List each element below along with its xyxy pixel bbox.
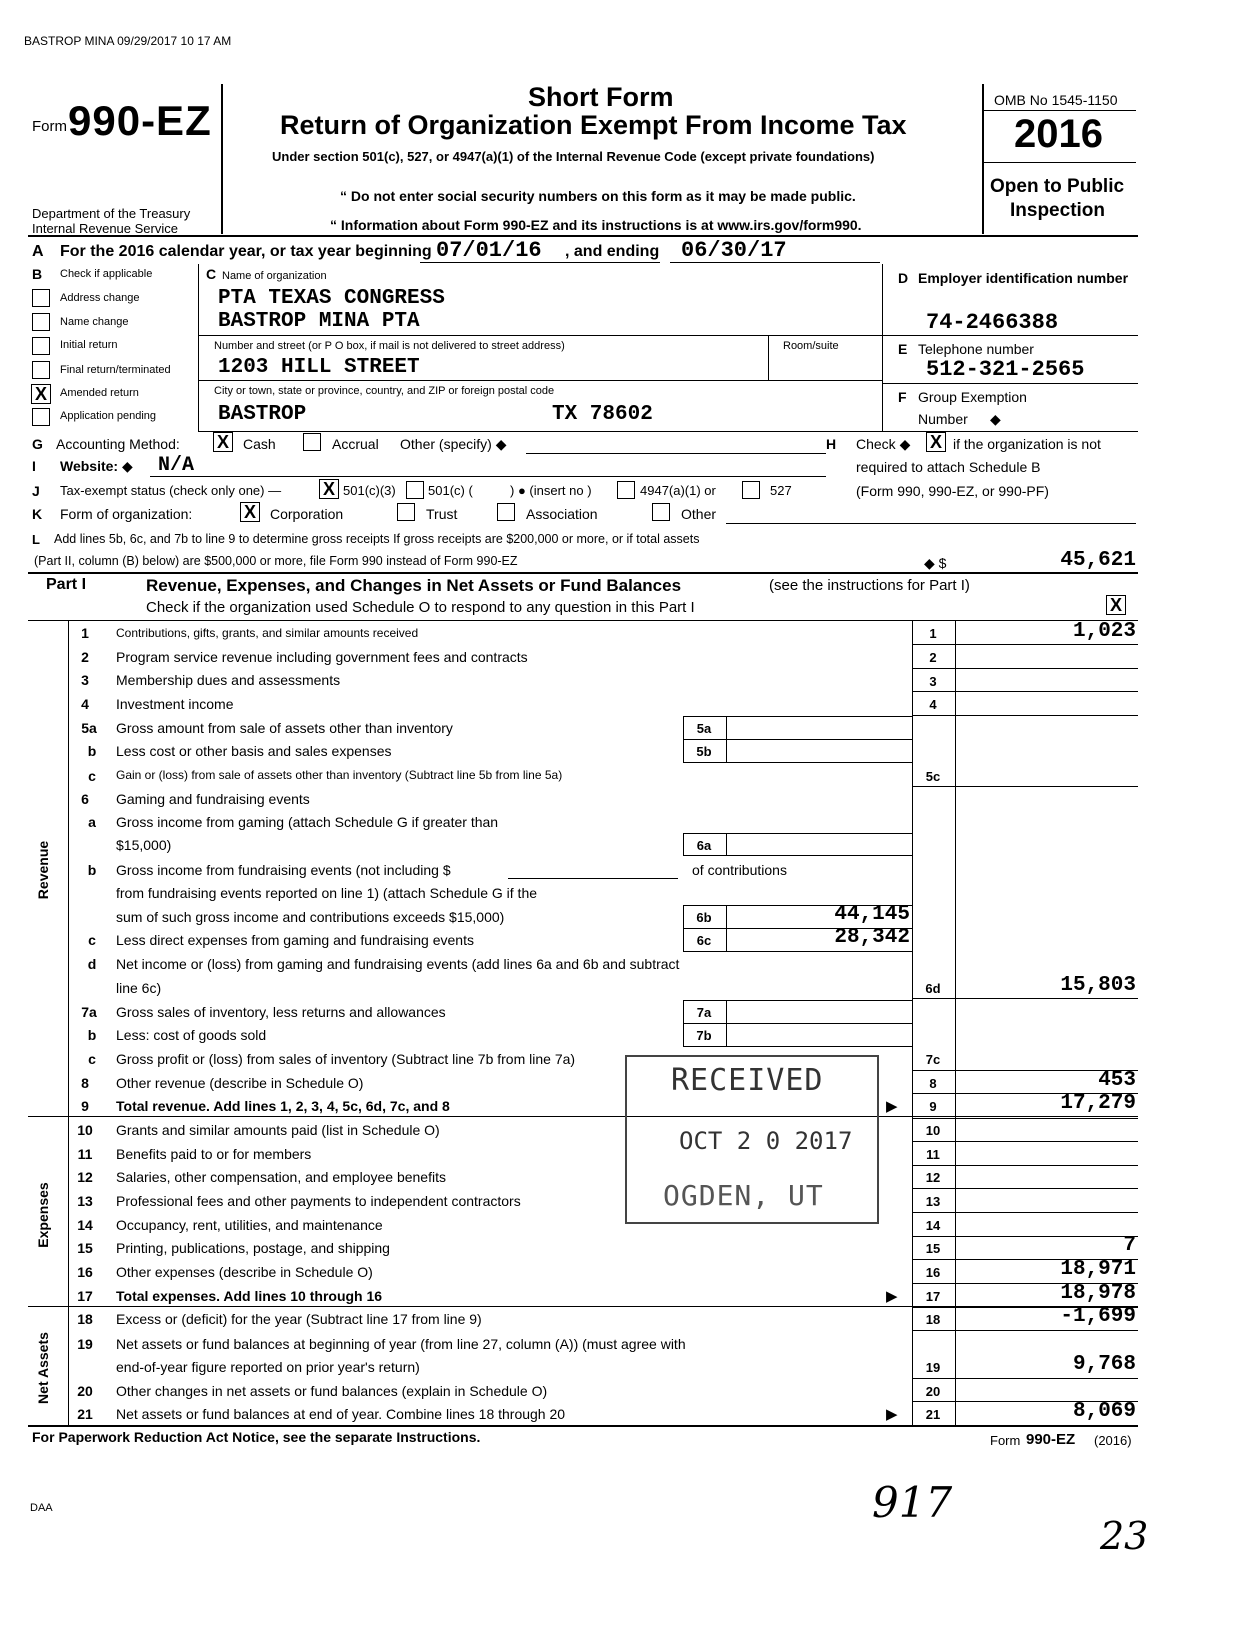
name-change-checkbox[interactable] xyxy=(32,313,50,331)
line-number: 6 xyxy=(81,791,89,807)
line-box-number: 14 xyxy=(925,1218,941,1233)
daa-label: DAA xyxy=(30,1502,53,1514)
amended-return-checkbox[interactable]: X xyxy=(31,384,51,404)
line-box-number: 10 xyxy=(925,1123,941,1138)
gross-receipts-amount[interactable]: 45,621 xyxy=(1060,549,1136,572)
line-5c-label: Gain or (loss) from sale of assets other than inventory (Subtract line 5b from line 5a) xyxy=(116,768,563,782)
line-6-label: Gaming and fundraising events xyxy=(116,791,310,807)
line-6d-label: Net income or (loss) from gaming and fundraising events (add lines 6a and 6b and subtract xyxy=(116,956,680,972)
tax-exempt-status-label: Tax-exempt status (check only one) — xyxy=(60,483,282,498)
line-number: 3 xyxy=(81,672,89,688)
line-number: 15 xyxy=(77,1240,93,1256)
line-number: b xyxy=(87,743,97,759)
line-11-label: Benefits paid to or for members xyxy=(116,1146,312,1162)
ein-value[interactable]: 74-2466388 xyxy=(926,310,1059,335)
org-name-line2[interactable]: BASTROP MINA PTA xyxy=(218,310,420,333)
line-number: 17 xyxy=(77,1288,93,1304)
street-address[interactable]: 1203 HILL STREET xyxy=(218,356,420,379)
line-6c-amount[interactable]: 28,342 xyxy=(834,926,910,949)
trust-checkbox[interactable] xyxy=(397,503,415,521)
line-5a-label: Gross amount from sale of assets other than inventory xyxy=(116,720,453,736)
line-number: 14 xyxy=(77,1217,93,1233)
line-7b-label: Less: cost of goods sold xyxy=(116,1027,267,1043)
line-number: 7a xyxy=(81,1004,97,1020)
line-2-label: Program service revenue including government fees and contracts xyxy=(116,649,528,665)
line-12-label: Salaries, other compensation, and employee benefits xyxy=(116,1169,446,1185)
arrow-icon: ▶ xyxy=(886,1406,898,1423)
line-3-label: Membership dues and assessments xyxy=(116,672,341,688)
line-box-number: 3 xyxy=(929,674,937,689)
paperwork-notice: For Paperwork Reduction Act Notice, see the separate Instructions. xyxy=(32,1429,481,1445)
line-number: 16 xyxy=(77,1264,93,1280)
phone-title: Telephone number xyxy=(918,341,1034,357)
4947-checkbox[interactable] xyxy=(617,481,635,499)
city-label: City or town, state or province, country, and ZIP or foreign postal code xyxy=(214,385,555,397)
line-number: 13 xyxy=(77,1193,93,1209)
line-number: 10 xyxy=(77,1122,93,1138)
dept-irs: Internal Revenue Service xyxy=(32,221,178,236)
line-19-label: Net assets or fund balances at beginning of year (from line 27, column (A)) (must agree with xyxy=(116,1336,686,1352)
line-box-number: 7c xyxy=(925,1052,941,1067)
page-title: Return of Organization Exempt From Income Tax xyxy=(280,110,907,140)
amended-return-label: Amended return xyxy=(60,387,139,399)
cash-checkbox[interactable]: X xyxy=(213,432,233,452)
line-number: d xyxy=(87,956,97,972)
revenue-side-label: Revenue xyxy=(35,840,51,900)
org-name-line1[interactable]: PTA TEXAS CONGRESS xyxy=(218,287,445,310)
line-l-text1: Add lines 5b, 6c, and 7b to line 9 to determine gross receipts If gross receipts are $200,000 or more, or if total assets xyxy=(54,532,700,546)
line-7a-label: Gross sales of inventory, less returns and allowances xyxy=(116,1004,446,1020)
inner-box-number: 5b xyxy=(696,744,712,759)
line-number: 2 xyxy=(81,649,89,665)
line-number: 4 xyxy=(81,696,89,712)
line-box-number: 20 xyxy=(925,1384,941,1399)
line-number: 19 xyxy=(77,1336,93,1352)
line-h-check-text: Check ◆ xyxy=(856,436,911,452)
dept-treasury: Department of the Treasury xyxy=(32,206,191,221)
received-stamp-date: OCT 2 0 2017 xyxy=(679,1127,853,1155)
line-number: b xyxy=(87,862,97,878)
opt-527: 527 xyxy=(770,483,792,498)
part1-label: Part I xyxy=(46,576,87,593)
notice-info: “ Information about Form 990-EZ and its instructions is at www.irs.gov/form990. xyxy=(330,217,862,233)
inner-box-number: 7b xyxy=(696,1028,712,1043)
line-box-number: 6d xyxy=(925,981,941,996)
line-g-label: G xyxy=(32,436,43,452)
line-h-text2: if the organization is not xyxy=(953,436,1101,452)
line-i-label: I xyxy=(32,458,36,474)
line-6b-amount[interactable]: 44,145 xyxy=(834,903,910,926)
arrow-icon: ▶ xyxy=(886,1098,898,1115)
line-16-label: Other expenses (describe in Schedule O) xyxy=(116,1264,373,1280)
received-stamp-line3: OGDEN, UT xyxy=(663,1179,824,1212)
line-1-amount[interactable]: 1,023 xyxy=(1072,620,1136,643)
handwritten-note-917: 917 xyxy=(872,1478,953,1527)
section-e-label: E xyxy=(898,341,908,357)
line-box-number: 19 xyxy=(925,1360,941,1375)
notice-ssn: “ Do not enter social security numbers on this form as it may be made public. xyxy=(340,188,856,204)
line-h-text3: required to attach Schedule B xyxy=(856,459,1041,475)
open-public-1: Open to Public xyxy=(990,176,1125,197)
received-stamp xyxy=(625,1055,879,1224)
line-17-amount[interactable]: 18,978 xyxy=(1060,1282,1136,1305)
line-number: 11 xyxy=(77,1146,93,1162)
final-return-checkbox[interactable] xyxy=(32,361,50,379)
line-21-label: Net assets or fund balances at end of year. Combine lines 18 through 20 xyxy=(116,1406,566,1422)
opt-insert-no: ) ● (insert no ) xyxy=(510,483,592,498)
org-name-label: Name of organization xyxy=(222,270,327,282)
footer-form-number: 990-EZ xyxy=(1026,1431,1076,1448)
line-number: 21 xyxy=(77,1406,93,1422)
line-box-number: 12 xyxy=(925,1170,941,1185)
line-19-amount[interactable]: 9,768 xyxy=(1072,1353,1136,1376)
open-public-2: Inspection xyxy=(1010,200,1106,221)
corporation-checkbox[interactable]: X xyxy=(240,502,260,522)
line-number: 12 xyxy=(77,1169,93,1185)
subtitle: Under section 501(c), 527, or 4947(a)(1) of the Internal Revenue Code (except private foundations) xyxy=(272,149,875,164)
section-d-label: D xyxy=(898,270,909,286)
part1-title-note: (see the instructions for Part I) xyxy=(769,577,970,594)
line-18-amount[interactable]: -1,699 xyxy=(1060,1305,1136,1328)
line-l-label: L xyxy=(32,532,40,547)
line-6d-amount[interactable]: 15,803 xyxy=(1060,974,1136,997)
section-c-label: C xyxy=(206,266,217,282)
line-box-number: 9 xyxy=(929,1099,937,1114)
schedule-o-checkbox[interactable]: X xyxy=(1106,595,1126,615)
line-a-ending: , and ending xyxy=(565,243,660,260)
inner-box-number: 7a xyxy=(696,1005,712,1020)
tax-year: 2016 xyxy=(1014,112,1103,156)
line-10-label: Grants and similar amounts paid (list in Schedule O) xyxy=(116,1122,440,1138)
line-number: 18 xyxy=(77,1311,93,1327)
line-number: c xyxy=(88,768,96,784)
line-box-number: 11 xyxy=(926,1147,940,1162)
line-number: c xyxy=(88,932,96,948)
footer-form-word: Form xyxy=(990,1433,1021,1448)
omb-number: OMB No 1545-1150 xyxy=(994,92,1118,108)
line-k-label: K xyxy=(32,506,43,522)
line-j-label: J xyxy=(32,483,40,499)
opt-501c3: 501(c)(3) xyxy=(343,483,396,498)
line-9-label: Total revenue. Add lines 1, 2, 3, 4, 5c, 6d, 7c, and 8 xyxy=(116,1098,450,1114)
state-zip[interactable]: TX 78602 xyxy=(552,403,653,426)
line-h-text4: (Form 990, 990-EZ, or 990-PF) xyxy=(856,483,1049,499)
inner-box-number: 6a xyxy=(696,838,712,853)
address-change-checkbox[interactable] xyxy=(32,289,50,307)
line-6d-label-cont: line 6c) xyxy=(116,980,162,996)
line-9-amount[interactable]: 17,279 xyxy=(1060,1092,1136,1115)
line-box-number: 21 xyxy=(925,1407,941,1422)
expenses-side-label: Expenses xyxy=(35,1182,51,1248)
street-label: Number and street (or P O box, if mail is not delivered to street address) xyxy=(214,340,565,352)
schedule-b-checkbox[interactable]: X xyxy=(926,432,946,452)
line-box-number: 4 xyxy=(929,697,937,712)
opt-501c: 501(c) ( xyxy=(428,483,473,498)
line-8-amount[interactable]: 453 xyxy=(1098,1069,1136,1092)
line-7c-label: Gross profit or (loss) from sales of inventory (Subtract line 7b from line 7a) xyxy=(116,1051,576,1067)
accounting-method-label: Accounting Method: xyxy=(56,436,180,452)
application-pending-checkbox[interactable] xyxy=(32,408,50,426)
line-8-label: Other revenue (describe in Schedule O) xyxy=(116,1075,364,1091)
line-18-label: Excess or (deficit) for the year (Subtract line 17 from line 9) xyxy=(116,1311,482,1327)
line-6b-of-contributions: of contributions xyxy=(692,862,787,878)
other-org-checkbox[interactable] xyxy=(652,503,670,521)
website-value[interactable]: N/A xyxy=(158,454,195,477)
room-suite-label: Room/suite xyxy=(783,340,839,352)
line-number: a xyxy=(88,814,96,830)
opt-4947: 4947(a)(1) or xyxy=(640,483,716,498)
line-15-amount[interactable]: 7 xyxy=(1123,1234,1136,1257)
line-box-number: 8 xyxy=(929,1076,937,1091)
handwritten-note-23: 23 xyxy=(1100,1514,1149,1558)
line-number: 1 xyxy=(81,625,89,641)
part1-title: Revenue, Expenses, and Changes in Net Assets or Fund Balances xyxy=(146,576,682,595)
phone-value[interactable]: 512-321-2565 xyxy=(926,357,1085,382)
line-6c-label: Less direct expenses from gaming and fundraising events xyxy=(116,932,474,948)
final-return-label: Final return/terminated xyxy=(60,364,171,376)
line-1-label: Contributions, gifts, grants, and similar amounts received xyxy=(116,626,419,640)
line-4-label: Investment income xyxy=(116,696,234,712)
arrow-icon: ▶ xyxy=(886,1288,898,1305)
527-checkbox[interactable] xyxy=(742,481,760,499)
trust-label: Trust xyxy=(426,506,458,522)
line-13-label: Professional fees and other payments to independent contractors xyxy=(116,1193,521,1209)
initial-return-label: Initial return xyxy=(60,339,118,351)
line-number: 9 xyxy=(81,1098,89,1114)
other-method-label: Other (specify) ◆ xyxy=(400,436,507,452)
line-l-text2: (Part II, column (B) below) are $500,000 or more, file Form 990 instead of Form 990-EZ xyxy=(34,554,518,568)
line-6a-label: Gross income from gaming (attach Schedule G if greater than xyxy=(116,814,499,830)
application-pending-label: Application pending xyxy=(60,410,157,422)
line-box-number: 2 xyxy=(929,650,937,665)
line-box-number: 5c xyxy=(925,769,941,784)
header-stamp: BASTROP MINA 09/29/2017 10 17 AM xyxy=(24,34,232,48)
gross-receipts-symbol: ◆ $ xyxy=(924,555,947,571)
accrual-checkbox[interactable] xyxy=(303,433,321,451)
line-21-amount[interactable]: 8,069 xyxy=(1072,1400,1136,1423)
group-exemption-diamond: ◆ xyxy=(990,411,1001,427)
line-5b-label: Less cost or other basis and sales expenses xyxy=(116,743,392,759)
line-6b-label-cont2: sum of such gross income and contributions exceeds $15,000) xyxy=(116,909,505,925)
line-box-number: 16 xyxy=(925,1265,941,1280)
line-17-label: Total expenses. Add lines 10 through 16 xyxy=(116,1288,383,1304)
line-6b-label: Gross income from fundraising events (not including $ xyxy=(116,862,451,878)
inner-box-number: 5a xyxy=(696,721,712,736)
501c-checkbox[interactable] xyxy=(406,481,424,499)
line-box-number: 18 xyxy=(925,1312,941,1327)
line-16-amount[interactable]: 18,971 xyxy=(1060,1258,1136,1281)
line-6a-label-cont: $15,000) xyxy=(116,837,172,853)
501c3-checkbox[interactable]: X xyxy=(319,479,339,499)
line-box-number: 17 xyxy=(925,1289,941,1304)
line-box-number: 1 xyxy=(929,626,937,641)
line-number: c xyxy=(88,1051,96,1067)
association-checkbox[interactable] xyxy=(497,503,515,521)
association-label: Association xyxy=(526,506,598,522)
title-short: Short Form xyxy=(528,82,674,112)
group-exemption-title: Group Exemption xyxy=(918,389,1027,405)
section-b-label: B xyxy=(32,266,43,282)
city[interactable]: BASTROP xyxy=(218,403,307,426)
ein-title: Employer identification number xyxy=(918,270,1129,286)
corporation-label: Corporation xyxy=(270,506,344,522)
line-h-label: H xyxy=(826,436,837,452)
line-19-label-cont: end-of-year figure reported on prior year's return) xyxy=(116,1359,420,1375)
net-assets-side-label: Net Assets xyxy=(35,1332,51,1404)
section-b-title: Check if applicable xyxy=(60,268,153,280)
line-number: 20 xyxy=(77,1383,93,1399)
section-f-label: F xyxy=(898,389,907,405)
other-org-label: Other xyxy=(681,506,717,522)
group-exemption-number-label: Number xyxy=(918,411,968,427)
line-number: 8 xyxy=(81,1075,89,1091)
line-15-label: Printing, publications, postage, and shipping xyxy=(116,1240,390,1256)
inner-box-number: 6b xyxy=(696,910,712,925)
name-change-label: Name change xyxy=(60,316,129,328)
footer-form-year: (2016) xyxy=(1094,1433,1132,1448)
form-number: 990-EZ xyxy=(68,97,212,144)
cash-label: Cash xyxy=(243,436,276,452)
line-number: 5a xyxy=(81,720,97,736)
line-14-label: Occupancy, rent, utilities, and maintenance xyxy=(116,1217,383,1233)
tax-year-begin[interactable]: 07/01/16 xyxy=(436,238,542,263)
initial-return-checkbox[interactable] xyxy=(32,337,50,355)
line-box-number: 13 xyxy=(925,1194,941,1209)
line-6b-label-cont1: from fundraising events reported on line 1) (attach Schedule G if the xyxy=(116,885,538,901)
received-stamp-line1: RECEIVED xyxy=(671,1063,824,1098)
tax-year-end[interactable]: 06/30/17 xyxy=(681,238,787,263)
line-number: b xyxy=(87,1027,97,1043)
form-word: Form xyxy=(32,118,67,135)
line-a-text: For the 2016 calendar year, or tax year beginning xyxy=(60,243,432,260)
website-label: Website: ◆ xyxy=(60,458,133,474)
inner-box-number: 6c xyxy=(696,933,712,948)
part1-schedule-o-text: Check if the organization used Schedule O to respond to any question in this Part I xyxy=(146,599,695,616)
line-a-label: A xyxy=(32,243,44,260)
line-20-label: Other changes in net assets or fund balances (explain in Schedule O) xyxy=(116,1383,548,1399)
address-change-label: Address change xyxy=(60,292,140,304)
form-of-org-label: Form of organization: xyxy=(60,506,193,522)
accrual-label: Accrual xyxy=(332,436,379,452)
line-box-number: 15 xyxy=(925,1241,941,1256)
